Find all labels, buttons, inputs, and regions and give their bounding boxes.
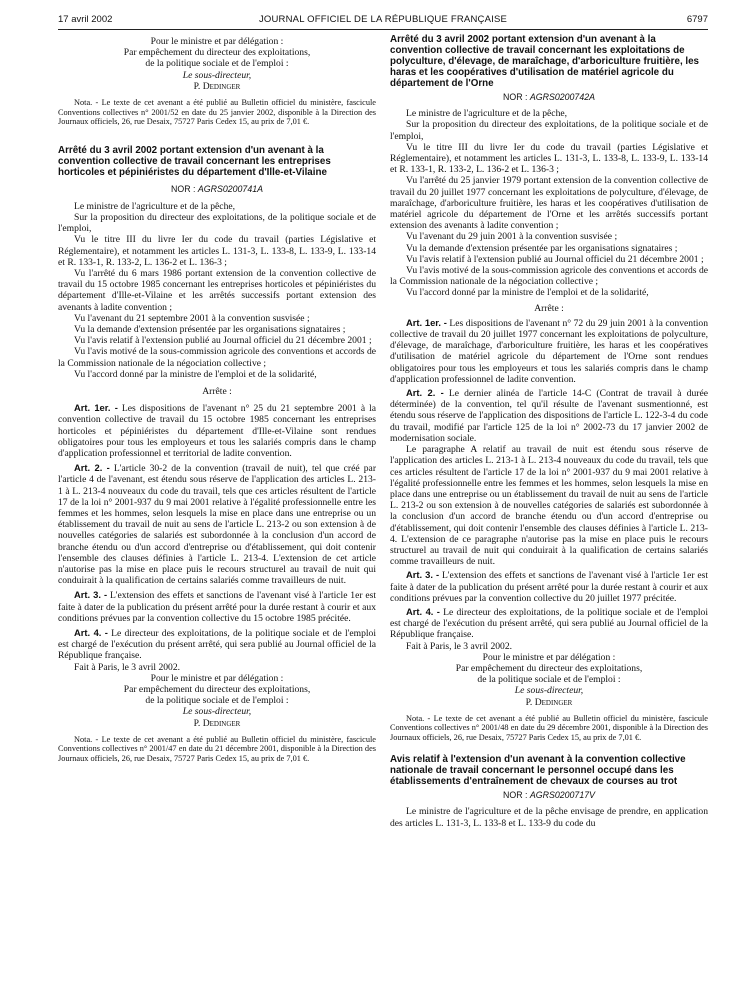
visa-paragraph: Vu la demande d'extension présentée par les organisations signataires ; [406, 242, 678, 254]
notice-title: Avis relatif à l'extension d'un avenant à la convention collective nationale de travail concernant le personnel occupé dans les établissements d'entraînement de chevaux de courses au trot [390, 754, 686, 788]
visa-paragraph: Vu l'accord donné par la ministre de l'emploi et de la solidarité, [406, 287, 649, 299]
nor-code: AGRS0200717V [529, 790, 595, 801]
visa-paragraph: Vu l'avis relatif à l'extension publié au Journal officiel du 21 décembre 2001 ; [74, 335, 372, 347]
header-journal-title: JOURNAL OFFICIEL DE LA RÉPUBLIQUE FRANÇAISE [258, 14, 508, 25]
decree-title: Arrêté du 3 avril 2002 portant extension d'un avenant à la convention collective de travail concernant les entreprises horticoles et pépiniéristes du département d'Ille-et-Vilaine [58, 144, 331, 178]
header-rule [58, 29, 708, 30]
nor-code: AGRS0200741A [197, 183, 263, 194]
header-date: 17 avril 2002 [58, 14, 113, 25]
article-text: Les dispositions de l'avenant n° 72 du 29 juin 2001 à la convention collective de travail du 20 juillet 1977 concernant les exploitations de polyculture, d'élevage, de maraîchage, d'arboriculture fruitière, les haras et les coopératives d'utilisation de matériel agricole du département de l'Orne sont rendues obligatoires pour tous les employeurs et tous les salariés compris dans le champ d'application professionnel de ladite convention. [390, 317, 708, 385]
article-text: Les dispositions de l'avenant n° 25 du 21 septembre 2001 à la convention collective de travail du 15 octobre 1985 concernant les entreprises horticoles et pépiniéristes du département d'Ille-et-Vilaine sont rendues obligatoires pour tous les employeurs et tous les salariés compris dans le champ d'application professionnel et territorial de ladite convention. [58, 403, 376, 459]
article-label: Art. 1er. - [406, 316, 447, 328]
article-label: Art. 1er. - [74, 402, 118, 414]
article-label: Art. 3. - [74, 589, 108, 601]
visa-paragraph: Vu l'avenant du 21 septembre 2001 à la convention susvisée ; [74, 312, 310, 324]
header-page-number: 6797 [686, 14, 708, 25]
signature-block [58, 36, 376, 92]
visa-paragraph: Vu le titre III du livre Ier du code du travail (parties Législative et Réglementaire), et notamment les articles L. 131-3, L. 133-8, L. 133-9, L. 133-14 et R. 133-1, R. 133-2, L. 136-2 et L. 136-3 ; [58, 234, 376, 268]
left-column [58, 36, 376, 763]
decree-title: Arrêté du 3 avril 2002 portant extension d'un avenant à la convention collective de travail concernant les exploitations de polyculture, d'élevage, de maraîchage, d'arboriculture fruitière, les haras et les coopératives d'utilisation de matériel agricole du département de l'Orne [390, 34, 700, 89]
visa-paragraph: Le ministre de l'agriculture et de la pêche, [406, 108, 568, 120]
nota-note: Nota. - Le texte de cet avenant a été publié au Bulletin officiel du ministère, fascicule Conventions collectives n° 2001/47 en date du 21 décembre 2001, disponible à la Direction des Journaux officiels, 26, rue Desaix, 75727 Paris Cedex 15, au prix de 7,01 €. [58, 734, 376, 763]
nota-note: Nota. - Le texte de cet avenant a été publié au Bulletin officiel du ministère, fascicule Conventions collectives n° 2001/52 en date du 25 janvier 2002, disponible à la Direction des Journaux officiels, 26, rue Desaix, 75727 Paris Cedex 15, au prix de 7,01 €. [58, 98, 376, 127]
article-text: Le directeur des exploitations, de la politique sociale et de l'emploi est chargé de l'exécution du présent arrêté, qui sera publié au Journal officiel de la République française. [58, 628, 376, 662]
nota-note: Nota. - Le texte de cet avenant a été publié au Bulletin officiel du ministère, fascicule Conventions collectives n° 2001/48 en date du 29 décembre 2001, disponible à la Direction des Journaux officiels, 26, rue Desaix, 75727 Paris Cedex 15, au prix de 7,01 €. [390, 713, 708, 742]
article-paragraph [58, 589, 376, 624]
signature-line: Par empêchement du directeur des exploitations, [123, 47, 311, 59]
article-paragraph [390, 444, 708, 567]
visa-paragraph: Vu l'avis motivé de la sous-commission agricole des conventions et accords de la Commission nationale de la négociation collective ; [58, 346, 376, 369]
visa-paragraph: Vu l'accord donné par la ministre de l'emploi et de la solidarité, [74, 368, 317, 380]
arrete-heading: Arrête : [534, 302, 564, 314]
article-text: L'extension des effets et sanctions de l'avenant visé à l'article 1er est faite à dater de la publication du présent arrêté pour la durée restant à courir et aux conditions prévues par la convention collective du 15 octobre 1985 précitée. [58, 590, 377, 624]
signature-name: P. Dedinger [193, 80, 241, 92]
arrete-heading: Arrête : [202, 385, 232, 397]
visa-paragraph: Vu l'avis relatif à l'extension publié au Journal officiel du 21 décembre 2001 ; [406, 253, 704, 265]
article-label: Art. 2. - [406, 387, 444, 399]
visa-paragraph: Vu l'arrêté du 25 janvier 1979 portant extension de la convention collective de travail du 20 juillet 1977 concernant les exploitations de polyculture, d'élevage, de maraîchage, d'arboriculture fruitière, les haras et les coopératives d'utilisation de matériel agricole du département de l'Orne et les arrêtés successifs portant extension des avenants à ladite convention ; [390, 175, 708, 232]
visa-paragraph: Sur la proposition du directeur des exploitations, de la politique sociale et de l'emploi, [58, 211, 376, 235]
article-paragraph [58, 462, 376, 586]
article-label: Art. 4. - [406, 605, 440, 617]
nor-label: NOR : [503, 92, 528, 102]
nor-reference [390, 92, 708, 103]
signature-name: P. Dedinger [193, 717, 241, 729]
signature-line: Par empêchement du directeur des exploitations, [123, 684, 311, 696]
signature-line: de la politique sociale et de l'emploi : [145, 58, 289, 70]
notice-paragraph: Le ministre de l'agriculture et de la pêche envisage de prendre, en application des articles L. 131-3, L. 133-8 et L. 133-9 du code du [390, 806, 708, 829]
article-label: Art. 4. - [74, 627, 108, 639]
right-column [390, 34, 708, 829]
signature-line: de la politique sociale et de l'emploi : [477, 674, 621, 686]
fait-a-paris: Fait à Paris, le 3 avril 2002. [406, 640, 513, 652]
visa-paragraph: Vu l'arrêté du 6 mars 1986 portant extension de la convention collective de travail du 15 octobre 1985 concernant les entreprises horticoles et pépiniéristes du département d'Ille-et-Vilaine et les arrêtés successifs portant extension des avenants à ladite convention ; [58, 267, 376, 313]
signature-title: Le sous-directeur, [182, 69, 252, 81]
article-text: Le dernier alinéa de l'article 14-C (Contrat de travail à durée déterminée) de la convention, tel qu'il résulte de l'avenant susmentionné, est étendu sous réserve de l'application des dispositions de l'article L. 122-3-4 du code du travail, modifié par l'article 125 de la loi n° 2002-73 du 17 janvier 2002 de modernisation sociale. [390, 388, 708, 444]
signature-line: Pour le ministre et par délégation : [150, 672, 284, 684]
signature-line: Pour le ministre et par délégation : [150, 36, 284, 47]
visa-paragraph: Sur la proposition du directeur des exploitations, de la politique sociale et de l'emploi, [390, 119, 708, 142]
nor-reference [390, 790, 708, 801]
article-label: Art. 3. - [406, 569, 440, 581]
article-paragraph [58, 627, 376, 662]
signature-line: de la politique sociale et de l'emploi : [145, 695, 289, 707]
visa-paragraph: Le ministre de l'agriculture et de la pêche, [74, 200, 236, 212]
signature-line: Par empêchement du directeur des exploitations, [455, 662, 643, 674]
article-paragraph [390, 569, 708, 604]
article-text: Le directeur des exploitations, de la politique sociale et de l'emploi est chargé de l'exécution du présent arrêté, qui sera publié au Journal officiel de la République française. [390, 606, 708, 641]
nor-label: NOR : [503, 790, 528, 801]
article-paragraph [58, 402, 376, 459]
signature-block [390, 652, 708, 708]
visa-paragraph: Vu la demande d'extension présentée par les organisations signataires ; [74, 323, 346, 335]
fait-a-paris: Fait à Paris, le 3 avril 2002. [74, 661, 181, 673]
article-text: L'extension des effets et sanctions de l'avenant visé à l'article 1er est faite à dater de la publication du présent arrêté pour la durée restant à courir et aux conditions prévues par la convention collective du 20 juillet 1977 précitée. [390, 570, 709, 604]
visa-paragraph: Vu l'avis motivé de la sous-commission agricole des conventions et accords de la Commission nationale de la négociation collective ; [390, 265, 708, 288]
article-label: Art. 2. - [74, 462, 110, 474]
article-paragraph [390, 387, 708, 444]
article-paragraph [390, 317, 708, 385]
article-text: Le paragraphe A relatif au travail de nuit est étendu sous réserve de l'application des articles L. 213-1 à L. 213-4 nouveaux du code du travail, tels que ces articles résultent de l'article 17 de la loi n° 2001-937 du 9 mai 2001 relative à l'égalité professionnelle entre les femmes et les hommes, selon lesquels la mise en place dans une entreprise ou un établissement du travail de nuit au sens de l'article L. 213-2 ou son extension à de nouvelles catégories de salariés est subordonnée à la conclusion d'un accord de branche étendu ou d'un accord d'entreprise ou d'établissement, qui doit contenir l'ensemble des clauses définies à l'article L. 213-4. L'extension de ce paragraphe n'autorise pas la mise en place puis le recours structurel au travail de nuit qui conduirait à la qualification de certains salariés comme travailleurs de nuit. [390, 444, 708, 568]
nor-reference [58, 184, 376, 195]
signature-title: Le sous-directeur, [514, 685, 584, 697]
page-header [58, 14, 708, 28]
signature-block [58, 673, 376, 729]
article-paragraph [390, 606, 708, 641]
nor-label: NOR : [171, 183, 196, 194]
article-text: L'article 30-2 de la convention (travail de nuit), tel que créé par l'article 4 de l'avenant, est étendu sous réserve de l'application des articles L. 213-1 à L. 213-4 nouveaux du code du travail, tels que ces articles résultent de l'article 17 de la loi n° 2001-937 du 9 mai 2001 relative à l'égalité professionnelle entre les femmes et les hommes, selon lesquels la mise en place dans une entreprise ou un établissement du travail de nuit au sens de l'article L. 213-2 ou son extension à de nouvelles catégories de salariés est subordonnée à la conclusion d'un accord de branche étendu ou d'un accord d'entreprise ou d'établissement, qui doit contenir l'ensemble des clauses définies à l'article L. 213-4. L'extension de cet article n'autorise pas la mise en place puis le recours structurel au travail de nuit qui conduirait à la qualification de certains salariés comme travailleurs de nuit. [58, 463, 377, 587]
visa-paragraph: Vu l'avenant du 29 juin 2001 à la convention susvisée ; [406, 231, 618, 243]
signature-line: Pour le ministre et par délégation : [482, 651, 616, 663]
signature-name: P. Dedinger [525, 696, 573, 708]
signature-title: Le sous-directeur, [182, 706, 252, 718]
nor-code: AGRS0200742A [529, 92, 595, 102]
visa-paragraph: Vu le titre III du livre Ier du code du travail (parties Législative et Réglementaire), et notamment les articles L. 131-3, L. 133-8, L. 133-9, L. 133-14 et R. 133-1, R. 133-2, L. 136-2 et L. 136-3 ; [390, 141, 708, 176]
